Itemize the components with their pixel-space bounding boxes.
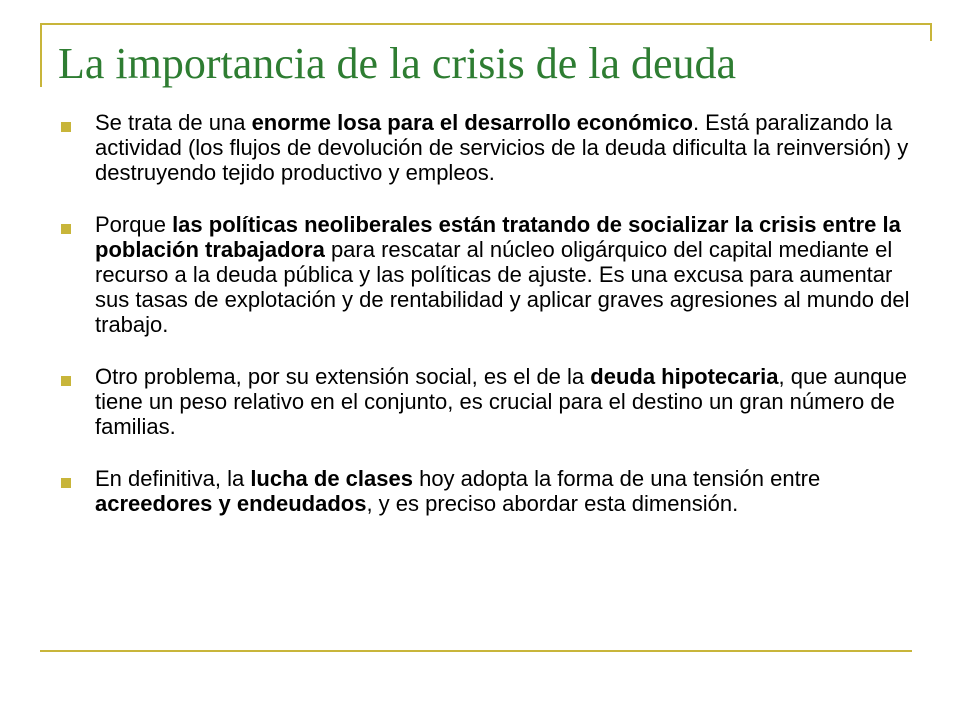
bullet-text [95,364,907,439]
bullet-text [95,110,908,185]
bullet-text [95,466,820,516]
bullet-text-segment: , y es preciso abordar esta dimensión. [366,491,739,516]
bullet-text-segment: , que aunque tiene un peso relativo en el conjunto, es crucial para el destino un gran número de familias. [95,364,908,439]
bullet-text-segment: . Está paralizando la actividad (los flujos de devolución de servicios de la deuda dificulta la reinversión) y destruyendo tejido productivo y empleos. [95,110,909,185]
bullet-text-segment: Porque [95,212,173,237]
square-bullet-icon [61,376,71,386]
bullet-text-segment: Se trata de una [95,110,252,135]
frame-bottom-rule [40,650,912,652]
bullet-text-segment: En definitiva, la [95,466,251,491]
bullet-text-segment: hoy adopta la forma de una tensión entre [412,466,821,491]
bullet-text [95,212,909,337]
frame-right-rule [930,23,932,41]
bullet-text-bold: lucha de clases [250,466,413,491]
frame-left-rule [40,23,42,87]
bullet-item [58,364,918,439]
bullet-item [58,212,918,337]
bullet-text-segment: para rescatar al núcleo oligárquico del capital mediante el recurso a la deuda pública y las políticas de ajuste. Es una excusa para aumentar sus tasas de explotación y de rentabilidad y aplicar graves agresiones al mundo del trabajo. [95,237,910,337]
bullet-text-bold: deuda hipotecaria [590,364,779,389]
square-bullet-icon [61,224,71,234]
bullet-item [58,110,918,185]
bullet-item [58,466,918,516]
slide-title: La importancia de la crisis de la deuda [58,39,737,88]
bullet-text-segment: Otro problema, por su extensión social, es el de la [95,364,591,389]
bullet-text-bold: las políticas neoliberales están tratando de socializar la crisis entre la población trabajadora [95,212,901,262]
bullet-list [58,110,918,543]
bullet-text-bold: acreedores y endeudados [95,491,367,516]
frame-top-rule [40,23,932,25]
bullet-text-bold: enorme losa para el desarrollo económico [251,110,693,135]
square-bullet-icon [61,122,71,132]
square-bullet-icon [61,478,71,488]
